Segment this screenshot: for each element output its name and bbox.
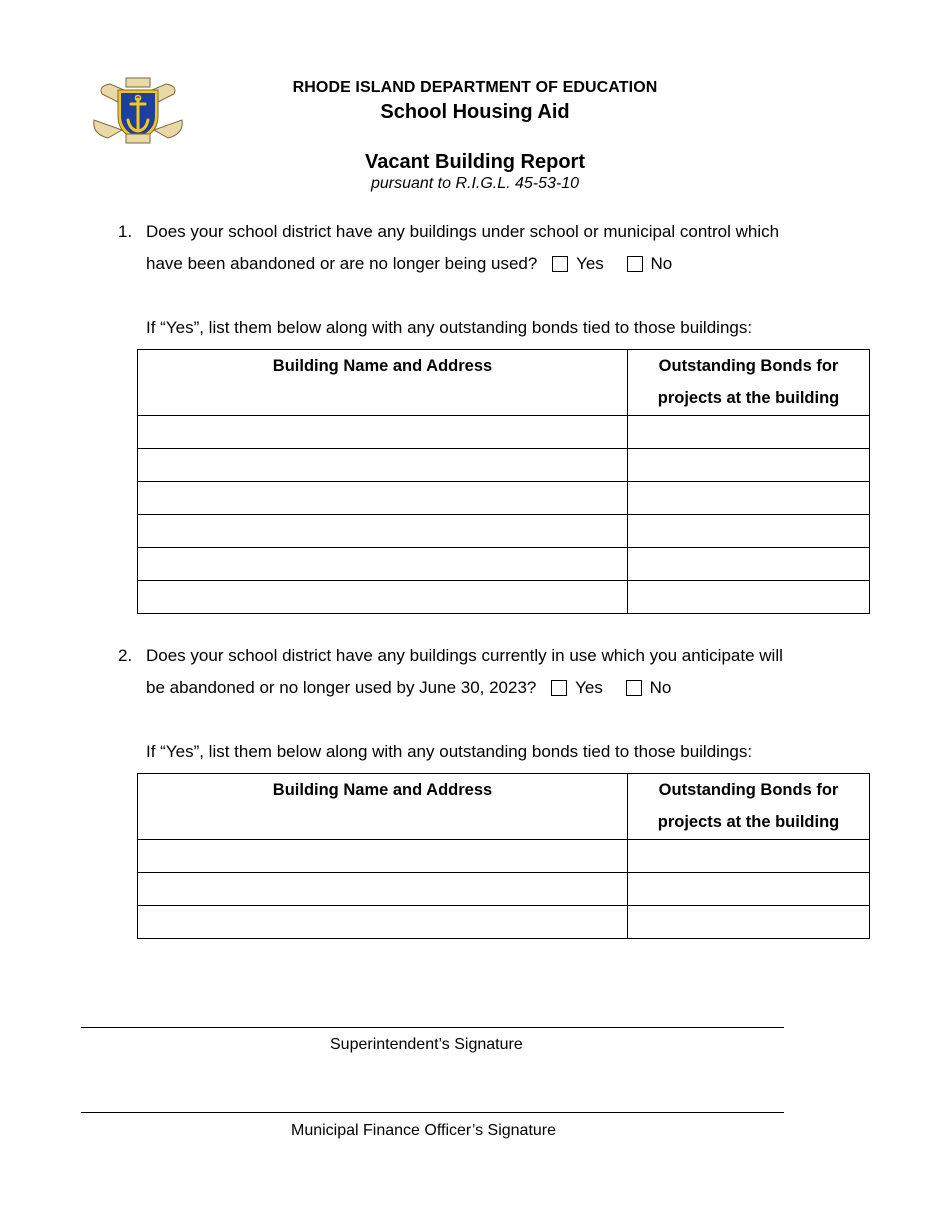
- table-row: [138, 906, 870, 939]
- question-2-number: 2.: [118, 646, 133, 665]
- table-row: [138, 449, 870, 482]
- building-name-cell[interactable]: [138, 416, 628, 449]
- bonds-cell[interactable]: [628, 449, 870, 482]
- bonds-cell[interactable]: [628, 906, 870, 939]
- outstanding-bonds-header-line1: Outstanding Bonds for: [658, 781, 839, 799]
- report-subtitle: pursuant to R.I.G.L. 45-53-10: [370, 175, 580, 192]
- question-1-yes-checkbox[interactable]: [552, 256, 568, 272]
- question-2-yes-checkbox[interactable]: [551, 680, 567, 696]
- building-name-cell[interactable]: [138, 840, 628, 873]
- question-2-table: [137, 773, 870, 939]
- finance-officer-signature-label: Municipal Finance Officer’s Signature: [291, 1122, 557, 1139]
- question-2-no-checkbox[interactable]: [626, 680, 642, 696]
- report-title: Vacant Building Report: [364, 151, 586, 173]
- question-2-no-label: No: [649, 678, 672, 697]
- table-header-row: [138, 350, 870, 416]
- question-2-line1: Does your school district have any buildings currently in use which you anticipate will: [146, 646, 783, 665]
- question-1-table: [137, 349, 870, 614]
- outstanding-bonds-header: [628, 774, 870, 840]
- table-row: [138, 581, 870, 614]
- building-name-cell[interactable]: [138, 449, 628, 482]
- building-name-cell[interactable]: [138, 548, 628, 581]
- bonds-cell[interactable]: [628, 873, 870, 906]
- bonds-cell[interactable]: [628, 482, 870, 515]
- question-1-number: 1.: [118, 222, 133, 241]
- bonds-cell[interactable]: [628, 840, 870, 873]
- question-2-instruction: If “Yes”, list them below along with any outstanding bonds tied to those buildings:: [146, 742, 753, 761]
- question-1-text: [146, 216, 866, 280]
- question-1-line2: [146, 248, 866, 280]
- superintendent-signature-label: Superintendent’s Signature: [330, 1036, 523, 1053]
- program-name: School Housing Aid: [380, 101, 570, 123]
- table-row: [138, 482, 870, 515]
- outstanding-bonds-header-line2: projects at the building: [657, 389, 840, 407]
- outstanding-bonds-header-line2: projects at the building: [657, 813, 840, 831]
- building-name-header: Building Name and Address: [138, 350, 628, 416]
- table-row: [138, 515, 870, 548]
- building-name-cell[interactable]: [138, 482, 628, 515]
- bonds-cell[interactable]: [628, 515, 870, 548]
- question-2-line2: [146, 672, 866, 704]
- table-header-row: [138, 774, 870, 840]
- bonds-cell[interactable]: [628, 416, 870, 449]
- building-name-cell[interactable]: [138, 873, 628, 906]
- superintendent-signature-line[interactable]: [81, 1027, 784, 1028]
- finance-officer-signature-line[interactable]: [81, 1112, 784, 1113]
- building-name-cell[interactable]: [138, 906, 628, 939]
- table-row: [138, 416, 870, 449]
- bonds-cell[interactable]: [628, 548, 870, 581]
- table-row: [138, 548, 870, 581]
- bonds-cell[interactable]: [628, 581, 870, 614]
- table-row: [138, 873, 870, 906]
- question-1-line1: Does your school district have any buildings under school or municipal control which: [146, 222, 780, 241]
- question-2-yes-label: Yes: [575, 678, 603, 697]
- question-2-line2-text: be abandoned or no longer used by June 30, 2023?: [146, 678, 537, 697]
- agency-name: RHODE ISLAND DEPARTMENT OF EDUCATION: [292, 79, 658, 96]
- outstanding-bonds-header: [628, 350, 870, 416]
- question-2-text: [146, 640, 866, 704]
- question-1-yes-label: Yes: [576, 254, 604, 273]
- question-1-instruction: If “Yes”, list them below along with any outstanding bonds tied to those buildings:: [146, 318, 753, 337]
- outstanding-bonds-header-line1: Outstanding Bonds for: [658, 357, 839, 375]
- question-1-no-label: No: [650, 254, 673, 273]
- building-name-cell[interactable]: [138, 515, 628, 548]
- table-row: [138, 840, 870, 873]
- question-1-no-checkbox[interactable]: [627, 256, 643, 272]
- question-1-line2-text: have been abandoned or are no longer being used?: [146, 254, 538, 273]
- building-name-header: Building Name and Address: [138, 774, 628, 840]
- building-name-cell[interactable]: [138, 581, 628, 614]
